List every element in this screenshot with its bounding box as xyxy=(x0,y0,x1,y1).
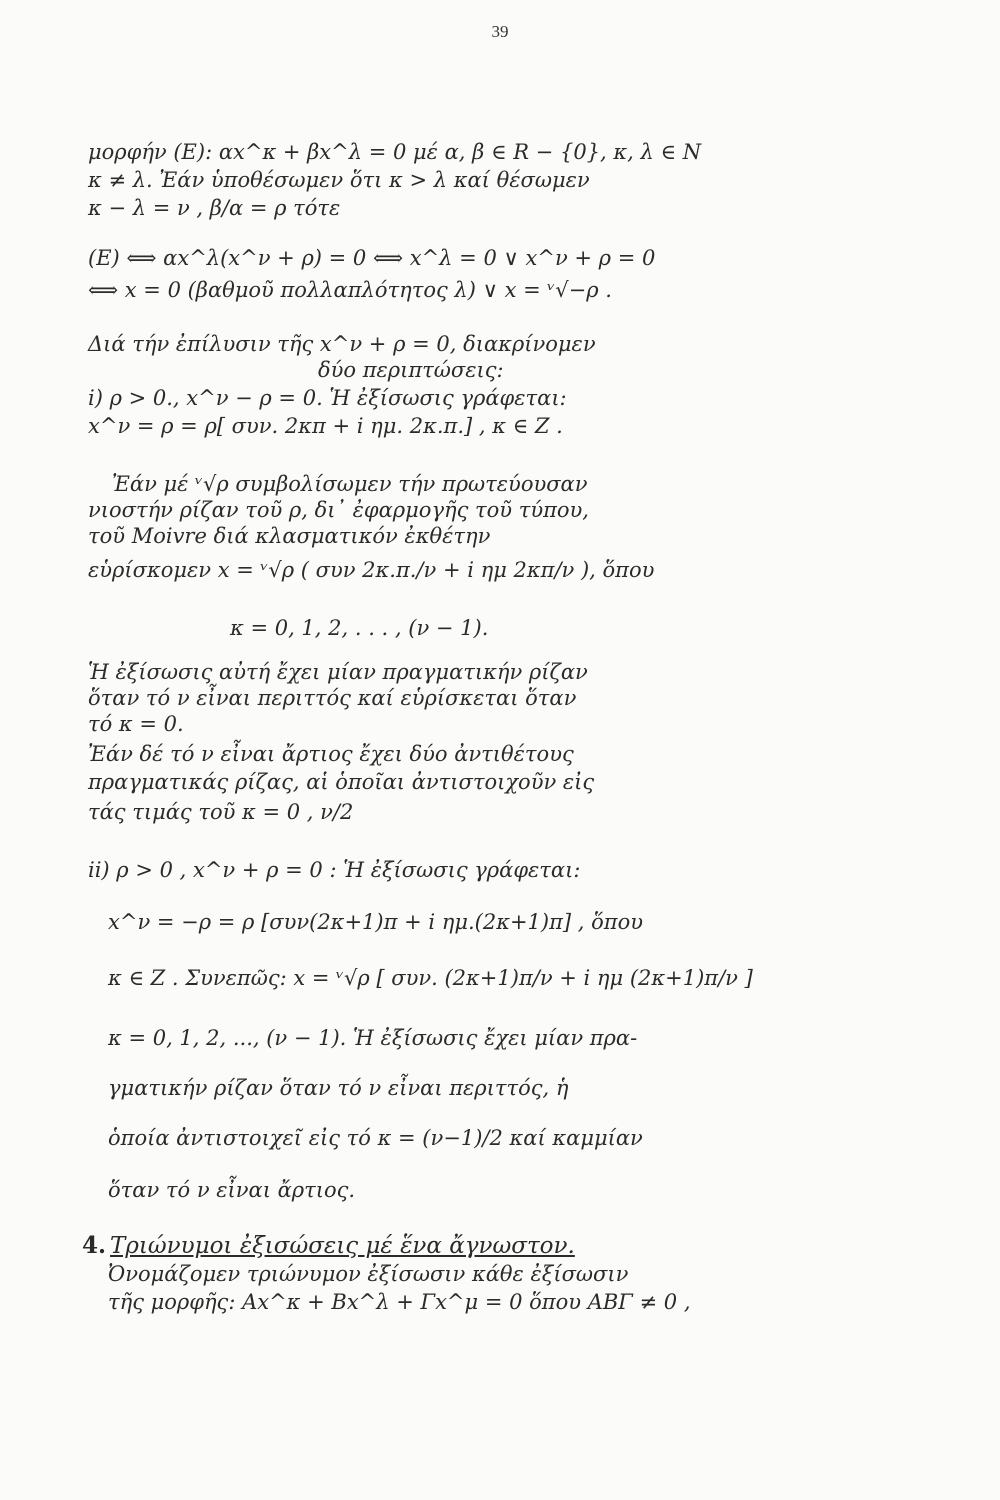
text-line-7: δύο περιπτώσεις: xyxy=(318,358,504,382)
text-line-30: τῆς μορφῆς: Ax^κ + Bx^λ + Γx^μ = 0 ὅπου ABΓ ≠ 0 , xyxy=(108,1290,691,1314)
text-line-20: τάς τιμάς τοῦ κ = 0 , ν/2 xyxy=(88,800,354,824)
text-line-15: Ἡ ἐξίσωσις αὐτή ἔχει μίαν πραγματικήν ρίζαν xyxy=(88,660,588,684)
text-line-17: τό κ = 0. xyxy=(88,712,184,736)
equation-line-7: κ ∈ Z . Συνεπῶς: x = ᵛ√ρ [ συν. (2κ+1)π/ν + i ημ (2κ+1)π/ν ] xyxy=(108,966,753,990)
equation-line-5: κ = 0, 1, 2, . . . , (ν − 1). xyxy=(230,616,489,640)
section-title: Τριώνυμοι ἐξισώσεις μέ ἕνα ἄγνωστον. xyxy=(110,1233,575,1259)
text-line-11: νιοστήν ρίζαν τοῦ ρ, δι᾽ ἐφαρμογῆς τοῦ τύπου, xyxy=(88,498,589,522)
equation-line-3: x^ν = ρ = ρ[ συν. 2κπ + i ημ. 2κ.π.] , κ ∈ Z . xyxy=(88,414,563,438)
text-line-6: Διά τήν ἐπίλυσιν τῆς x^ν + ρ = 0, διακρίνομεν xyxy=(88,332,596,356)
equation-line-4: εὑρίσκομεν x = ᵛ√ρ ( συν 2κ.π./ν + i ημ 2κπ/ν ), ὅπου xyxy=(88,558,655,582)
case-i-heading: i) ρ > 0., x^ν − ρ = 0. Ἡ ἐξίσωσις γράφεται: xyxy=(88,386,567,410)
case-ii-heading: ii) ρ > 0 , x^ν + ρ = 0 : Ἡ ἐξίσωσις γράφεται: xyxy=(88,858,581,882)
text-line-27: ὅταν τό ν εἶναι ἄρτιος. xyxy=(108,1178,356,1202)
text-line-25: γματικήν ρίζαν ὅταν τό ν εἶναι περιττός, ἡ xyxy=(108,1076,569,1100)
equation-line-6: x^ν = −ρ = ρ [συν(2κ+1)π + i ημ.(2κ+1)π] , ὅπου xyxy=(108,910,643,934)
text-line-1: μορφήν (Ε): αx^κ + βx^λ = 0 μέ α, β ∈ R − {0}, κ, λ ∈ N xyxy=(88,140,702,164)
text-line-24: κ = 0, 1, 2, ..., (ν − 1). Ἡ ἐξίσωσις ἔχει μίαν πρα- xyxy=(108,1026,638,1050)
equation-line-2: ⟺ x = 0 (βαθμοῦ πολλαπλότητος λ) ∨ x = ᵛ√−ρ . xyxy=(88,278,612,302)
text-line-26: ὁποία ἀντιστοιχεῖ εἰς τό κ = (ν−1)/2 καί καμμίαν xyxy=(108,1126,643,1150)
page-number: 39 xyxy=(491,22,509,41)
text-line-16: ὅταν τό ν εἶναι περιττός καί εὑρίσκεται ὅταν xyxy=(88,686,577,710)
text-line-3: κ − λ = ν , β/α = ρ τότε xyxy=(88,196,341,220)
section-heading xyxy=(82,1232,575,1259)
text-line-10: Ἐάν μέ ᵛ√ρ συμβολίσωμεν τήν πρωτεύουσαν xyxy=(112,472,588,496)
text-line-18: Ἐάν δέ τό ν εἶναι ἄρτιος ἔχει δύο ἀντιθέτους xyxy=(88,742,574,766)
text-line-12: τοῦ Moivre διά κλασματικόν ἐκθέτην xyxy=(88,524,491,548)
text-line-2: κ ≠ λ. Ἐάν ὑποθέσωμεν ὅτι κ > λ καί θέσωμεν xyxy=(88,168,590,192)
section-number: 4. xyxy=(82,1232,107,1259)
equation-line-1: (Ε) ⟺ αx^λ(x^ν + ρ) = 0 ⟺ x^λ = 0 ∨ x^ν + ρ = 0 xyxy=(88,246,656,270)
text-line-19: πραγματικάς ρίζας, αἱ ὁποῖαι ἀντιστοιχοῦν εἰς xyxy=(88,770,595,794)
text-line-29: Ὀνομάζομεν τριώνυμον ἐξίσωσιν κάθε ἐξίσωσιν xyxy=(108,1262,629,1286)
